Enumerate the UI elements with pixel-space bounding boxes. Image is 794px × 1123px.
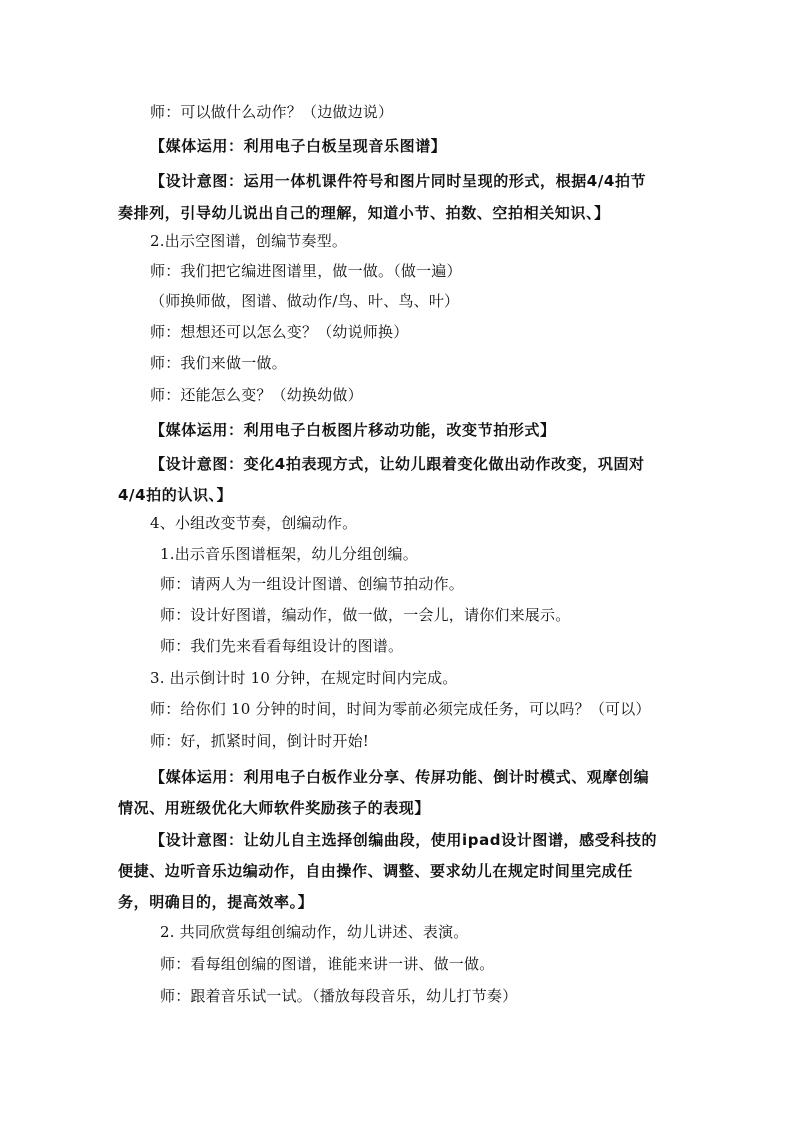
text-line: 师：好，抓紧时间，倒计时开始! — [150, 732, 370, 750]
text-line: 师：请两人为一组设计图谱、创编节拍动作。 — [160, 575, 465, 593]
design-intent-line: 4/4拍的认识、】 — [118, 486, 233, 504]
text-line: 师：想想还可以怎么变？（幼说师换） — [150, 323, 409, 341]
text-line: 师：我们来做一做。 — [150, 354, 287, 372]
text-line: 4、小组改变节奏，创编动作。 — [150, 514, 358, 532]
text-line: 师：看每组创编的图谱，谁能来讲一讲、做一做。 — [160, 955, 495, 973]
media-usage-heading: 情况、用班级优化大师软件奖励孩子的表现】 — [118, 799, 431, 817]
text-line: 师：还能怎么变？（幼换幼做） — [150, 386, 363, 404]
text-line: （师换师做，图谱、做动作/鸟、叶、鸟、叶） — [150, 292, 460, 310]
text-line: 师：给你们 10 分钟的时间，时间为零前必须完成任务，可以吗？（可以） — [150, 700, 651, 718]
text-line: 师：我们先来看看每组设计的图谱。 — [160, 637, 404, 655]
text-line: 师：设计好图谱，编动作，做一做，一会儿，请你们来展示。 — [160, 606, 571, 624]
media-usage-heading: 【媒体运用：利用电子白板呈现音乐图谱】 — [150, 137, 447, 155]
text-line: 2.出示空图谱，创编节奏型。 — [150, 232, 348, 250]
design-intent-line: 务，明确目的，提高效率。】 — [118, 893, 314, 911]
text-line: 师：我们把它编进图谱里，做一做。（做一遍） — [150, 262, 462, 280]
text-line: 3. 出示倒计时 10 分钟，在规定时间内完成。 — [150, 669, 458, 687]
design-intent-line: 奏排列，引导幼儿说出自己的理解，知道小节、拍数、空拍相关知识、】 — [118, 204, 610, 222]
design-intent-line: 【设计意图：运用一体机课件符号和图片同时呈现的形式，根据4/4拍节 — [150, 172, 647, 190]
media-usage-heading: 【媒体运用：利用电子白板图片移动功能，改变节拍形式】 — [150, 421, 556, 439]
text-line: 师：可以做什么动作？（边做边说） — [150, 103, 394, 121]
text-line: 师：跟着音乐试一试。（播放每段音乐，幼儿打节奏） — [160, 987, 518, 1005]
text-line: 2. 共同欣赏每组创编动作，幼儿讲述、表演。 — [160, 923, 469, 941]
design-intent-line: 【设计意图：变化4拍表现方式，让幼儿跟着变化做出动作改变，巩固对 — [150, 455, 645, 473]
media-usage-heading: 【媒体运用：利用电子白板作业分享、传屏功能、倒计时模式、观摩创编 — [150, 768, 650, 786]
text-line: 1.出示音乐图谱框架，幼儿分组创编。 — [160, 545, 418, 563]
design-intent-line: 【设计意图：让幼儿自主选择创编曲段，使用ipad设计图谱，感受科技的 — [150, 831, 658, 849]
design-intent-line: 便捷、边听音乐边编动作，自由操作、调整、要求幼儿在规定时间里完成任 — [118, 862, 633, 880]
